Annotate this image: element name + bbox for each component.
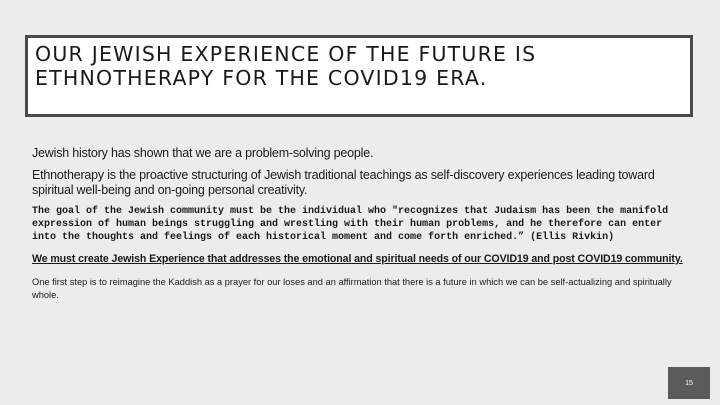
paragraph-problem-solving: Jewish history has shown that we are a problem-solving people. [32,146,374,160]
slide-body [32,146,692,302]
paragraph-kaddish: One first step is to reimagine the Kaddish as a prayer for our loses and an affirmation that there is a future in which we can be self-actualizing and spiritually whole. [32,276,672,300]
paragraph-call-to-action: We must create Jewish Experience that addresses the emotional and spiritual needs of our COVID19 and post COVID19 community. [32,252,683,265]
page-number: 15 [685,379,693,387]
rivkin-quote: The goal of the Jewish community must be the individual who "recognizes that Judaism has been the manifold expression of human beings struggling and wrestling with their human problems, and he therefore can enter into the thoughts and feelings of each historical moment and come forth enriched.” (Ellis Rivkin) [32,206,669,244]
slide-title: OUR JEWISH EXPERIENCE OF THE FUTURE IS ETHNOTHERAPY FOR THE COVID19 ERA. [35,42,537,90]
slide-title-box [25,35,693,117]
paragraph-ethnotherapy-definition: Ethnotherapy is the proactive structuring of Jewish traditional teachings as self-discovery experiences leading toward spiritual well-being and on-going personal creativity. [32,168,655,197]
page-number-badge [668,367,710,399]
